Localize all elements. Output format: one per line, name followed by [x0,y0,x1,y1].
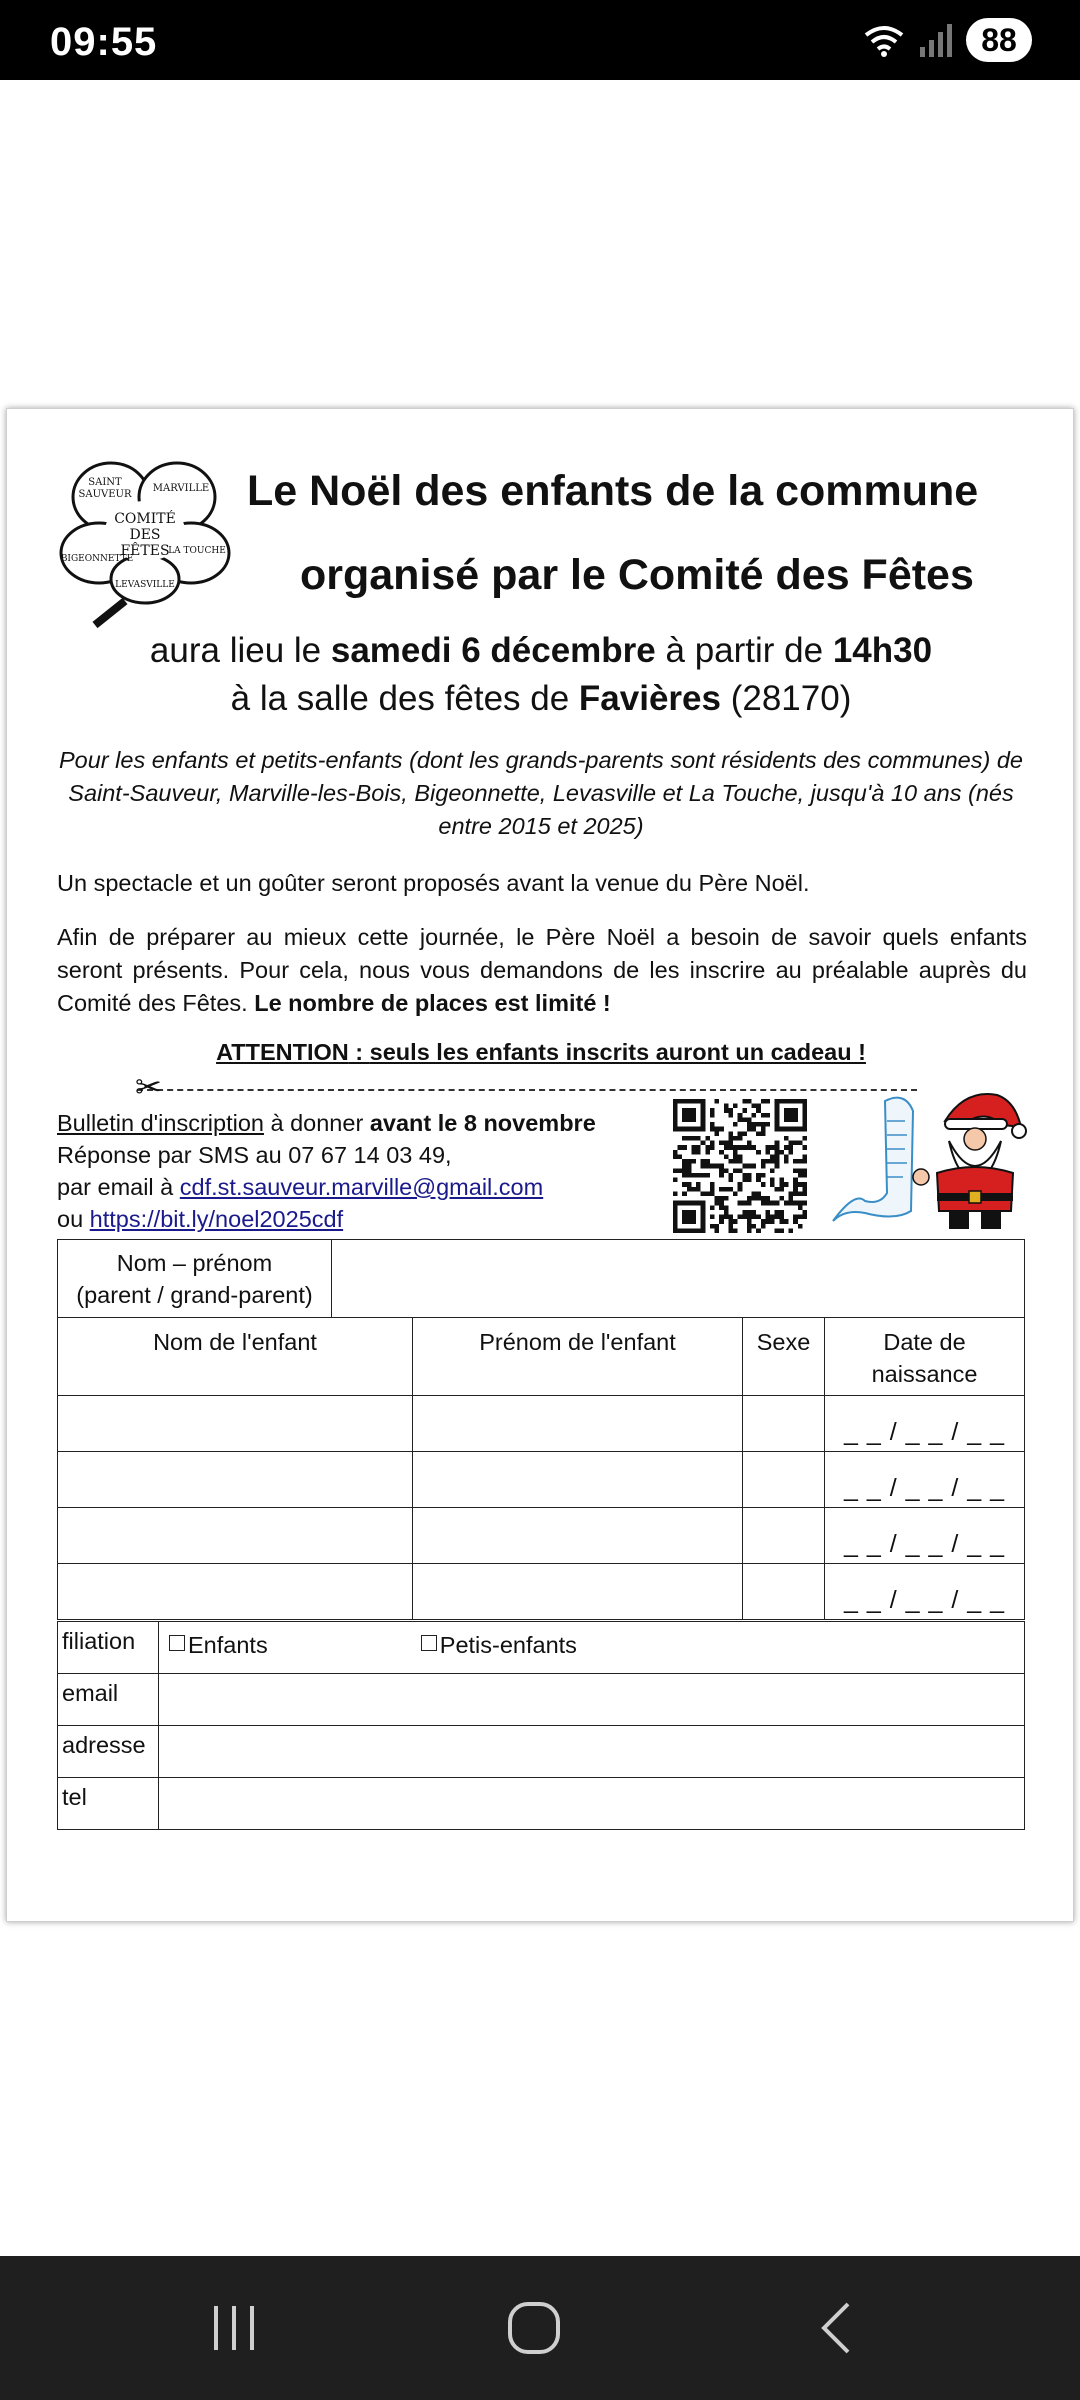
checkbox-enfants[interactable] [169,1635,185,1651]
child-date-field[interactable]: _ _ / _ _ / _ _ [825,1508,1025,1564]
comite-logo [59,449,231,629]
logo-text-comite: COMITÉ [114,511,176,527]
child-nom-field[interactable] [58,1452,413,1508]
event-date-line [7,631,1074,671]
battery-indicator: 88 [966,18,1032,62]
parent-name-table [57,1239,1025,1318]
logo-text-fetes: FÊTES [120,543,170,559]
col-header-sexe: Sexe [743,1318,825,1396]
paragraph-text: Afin de préparer au mieux cette journée, le Père Noël a besoin de savoir quels enfants seront présents. Pour cela, nous vous demandons de les inscrire au préalable auprès du Comité des Fêtes. [57,924,1027,1016]
event-place: Favières [578,679,721,718]
cut-line [137,1089,917,1091]
status-time: 09:55 [50,20,158,64]
child-prenom-field[interactable] [413,1508,743,1564]
parent-name-label-line2: (parent / grand-parent) [76,1281,313,1308]
places-limited-text: Le nombre de places est limité ! [254,990,611,1016]
bulletin-line [57,1107,677,1139]
email-prefix: par email à [57,1174,180,1200]
audience-text: Pour les enfants et petits-enfants (dont les grands-parents sont résidents des communes) de Saint-Sauveur, Marville-les-Bois, Bigeonnette, Levasville et La Touche, jusqu'à 10 ans (nés entre 2015 et 2025) [58,747,1024,839]
child-sexe-field[interactable] [743,1452,825,1508]
option-enfants-label: Enfants [188,1632,268,1658]
col-header-date-line2: naissance [871,1361,978,1387]
event-time: 14h30 [832,631,933,670]
child-date-field[interactable]: _ _ / _ _ / _ _ [825,1452,1025,1508]
back-icon [814,2300,858,2356]
title-line-1: Le Noël des enfants de la commune [247,467,979,515]
flyer-document [6,408,1074,1922]
scissors-icon: ✂ [135,1069,162,1105]
child-prenom-field[interactable] [413,1396,743,1452]
filiation-label: filiation [58,1622,159,1674]
tel-field[interactable] [159,1778,1025,1830]
bulletin-text: à donner [263,1110,370,1136]
wifi-icon [862,23,906,57]
paragraph-inscription [57,921,1027,1020]
event-text: aura lieu le [149,631,331,670]
adresse-label: adresse [58,1726,159,1778]
paragraph-spectacle: Un spectacle et un goûter seront proposés avant la venue du Père Noël. [57,870,810,896]
event-date: samedi 6 décembre [330,631,656,670]
child-nom-field[interactable] [58,1396,413,1452]
url-prefix: ou [57,1206,90,1232]
logo-text-sauveur: SAUVEUR [78,489,132,500]
event-text: (28170) [720,679,852,718]
child-sexe-field[interactable] [743,1508,825,1564]
logo-text-levasville: LEVASVILLE [115,580,175,590]
back-button[interactable] [736,2256,936,2400]
adresse-field[interactable] [159,1726,1025,1778]
qr-code[interactable] [672,1099,808,1233]
child-nom-field[interactable] [58,1564,413,1620]
logo-text-latouche: LA TOUCHE [168,546,226,556]
table-row [58,1396,1025,1452]
bulletin-deadline: avant le 8 novembre [369,1110,596,1136]
attention-sep: : [348,1039,370,1065]
attention-text: seuls les enfants inscrits auront un cadeau ! [369,1039,866,1065]
url-line [57,1203,677,1235]
status-icons [862,18,1032,62]
parent-name-field[interactable] [332,1240,1025,1318]
col-header-nom: Nom de l'enfant [58,1318,413,1396]
table-row [58,1564,1025,1620]
logo-text-des: DES [129,527,161,543]
checkbox-petits-enfants[interactable] [421,1635,437,1651]
logo-text-bigeonnette: BIGEONNETTE [60,554,134,564]
table-row [58,1452,1025,1508]
col-header-date-line1: Date de [883,1329,966,1355]
home-button[interactable] [434,2256,634,2400]
event-place-line [7,679,1074,719]
parent-name-label-line1: Nom – prénom [116,1249,273,1276]
child-prenom-field[interactable] [413,1452,743,1508]
url-link[interactable]: https://bit.ly/noel2025cdf [89,1206,344,1232]
email-field[interactable] [159,1674,1025,1726]
bulletin-label: Bulletin d'inscription [57,1110,264,1136]
child-date-field[interactable]: _ _ / _ _ / _ _ [825,1396,1025,1452]
santa-illustration [825,1081,1037,1233]
attention-line [7,1039,1074,1066]
child-date-field[interactable]: _ _ / _ _ / _ _ [825,1564,1025,1620]
child-sexe-field[interactable] [743,1396,825,1452]
logo-text-marville: MARVILLE [152,483,210,494]
children-table [57,1317,1025,1620]
sms-line: Réponse par SMS au 07 67 14 03 49, [57,1142,452,1168]
col-header-prenom: Prénom de l'enfant [413,1318,743,1396]
title-line-2: organisé par le Comité des Fêtes [300,551,974,599]
event-text: à partir de [655,631,833,670]
navigation-bar [0,2256,1080,2400]
email-label: email [58,1674,159,1726]
filiation-options [159,1622,1025,1674]
attention-label: ATTENTION [216,1039,349,1065]
col-header-date [825,1318,1025,1396]
event-text: à la salle des fêtes de [230,679,579,718]
contact-table [57,1621,1025,1830]
tel-label: tel [58,1778,159,1830]
option-petits-enfants-label: Petis-enfants [439,1632,577,1658]
status-bar [0,0,1080,80]
email-link[interactable]: cdf.st.sauveur.marville@gmail.com [179,1174,544,1200]
table-row [58,1508,1025,1564]
signal-icon [918,23,954,57]
child-prenom-field[interactable] [413,1564,743,1620]
home-icon [506,2300,562,2356]
logo-text-saint: SAINT [88,477,122,488]
recent-apps-button[interactable] [134,2256,334,2400]
child-nom-field[interactable] [58,1508,413,1564]
email-line [57,1171,677,1203]
parent-name-label [58,1240,332,1318]
child-sexe-field[interactable] [743,1564,825,1620]
recent-apps-icon [208,2302,260,2354]
